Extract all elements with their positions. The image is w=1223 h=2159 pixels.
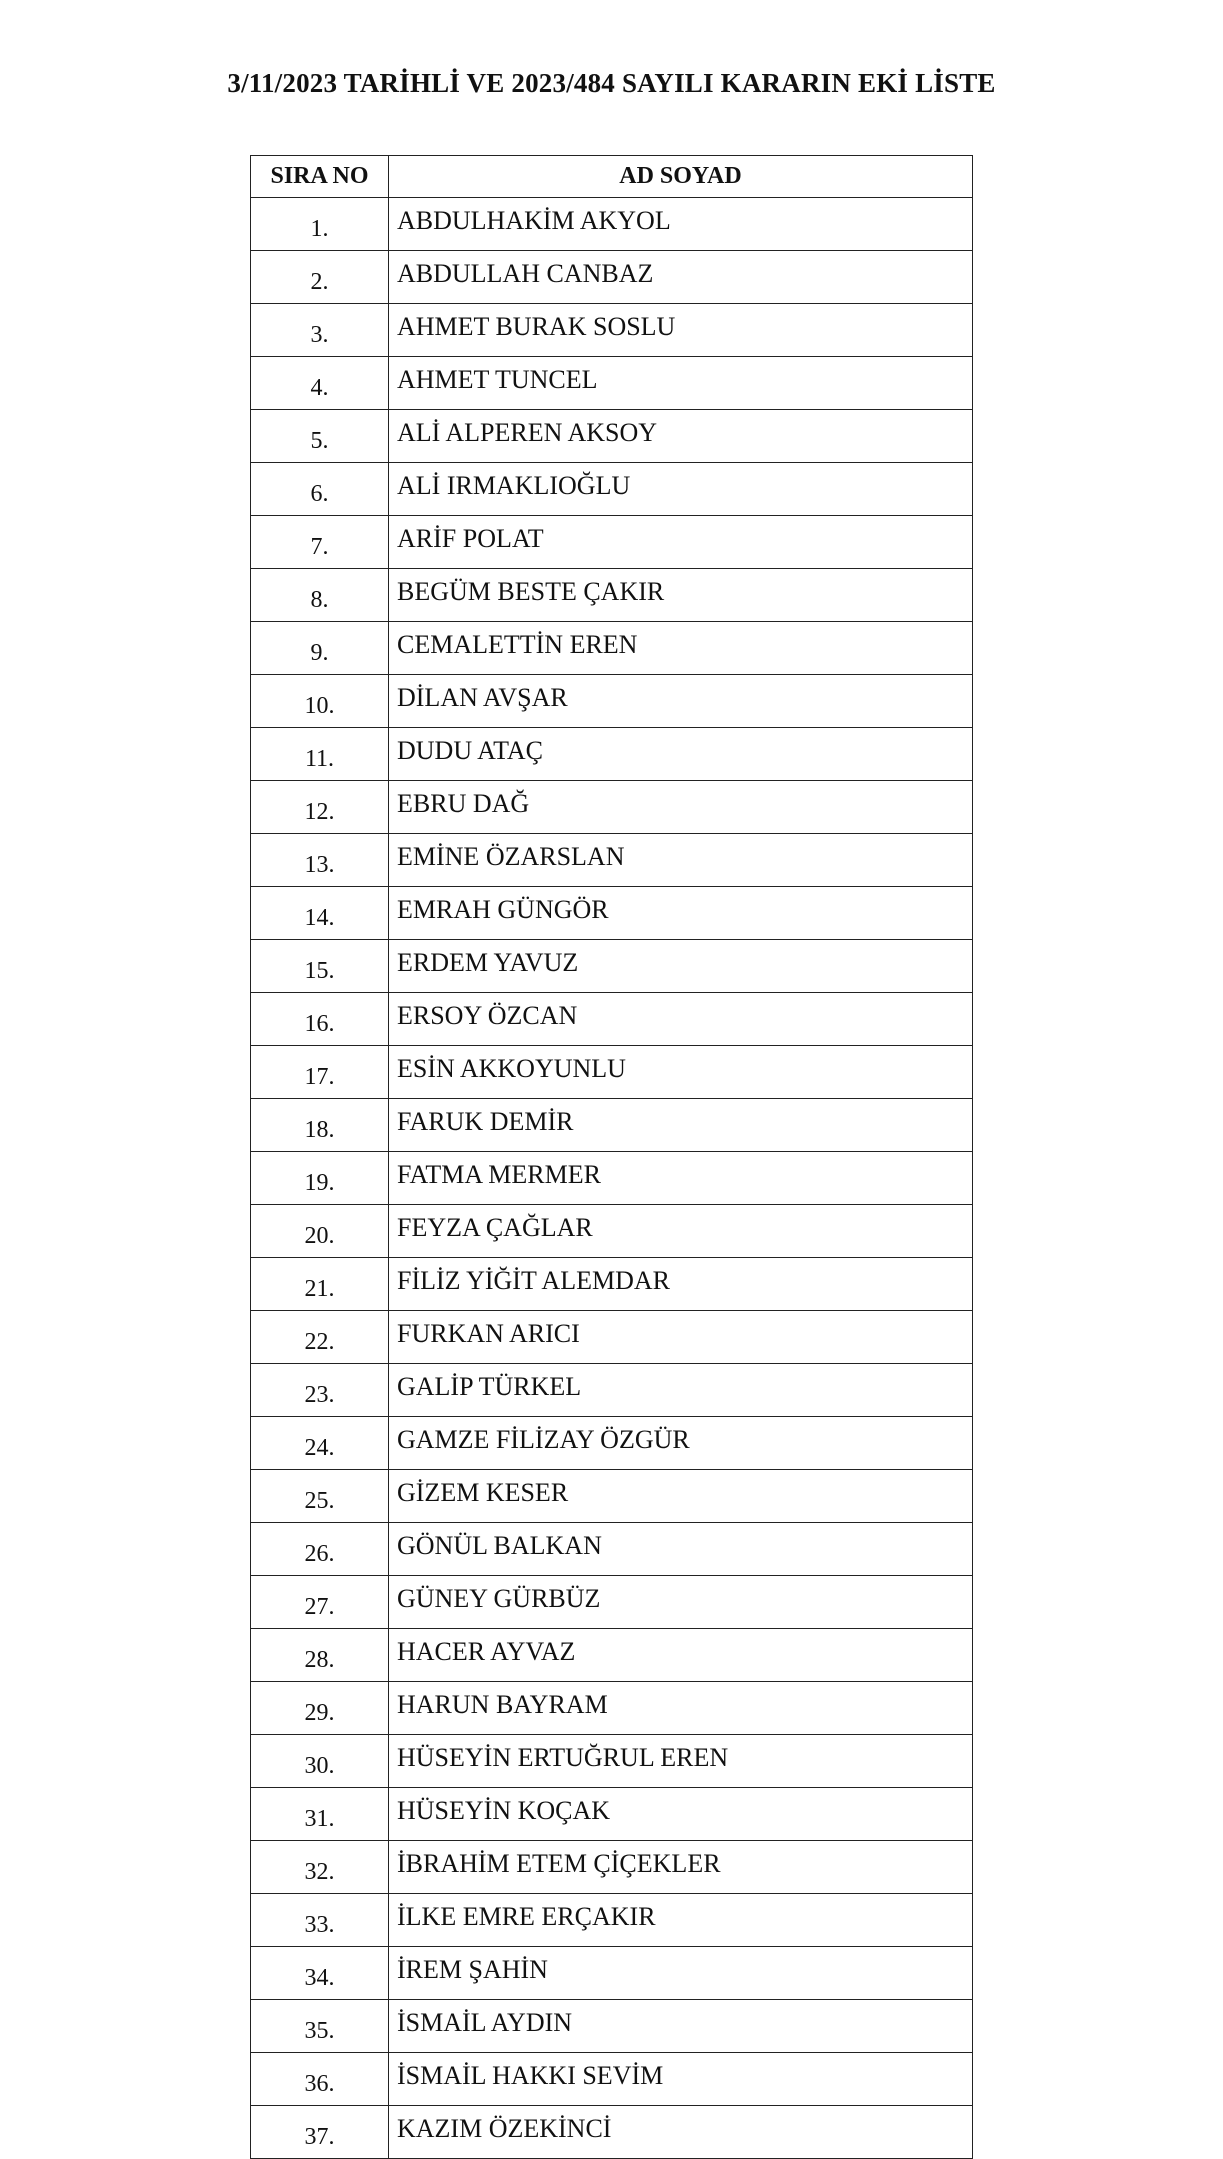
row-name: HARUN BAYRAM [389,1682,973,1735]
row-number: 25. [251,1470,389,1523]
header-sira-no: SIRA NO [251,156,389,198]
row-name: İSMAİL AYDIN [389,2000,973,2053]
row-name: FİLİZ YİĞİT ALEMDAR [389,1258,973,1311]
table-row [251,993,973,1046]
row-number: 33. [251,1894,389,1947]
row-number: 17. [251,1046,389,1099]
row-number: 37. [251,2106,389,2159]
row-number: 20. [251,1205,389,1258]
table-row [251,1523,973,1576]
table-row [251,569,973,622]
table-row [251,1470,973,1523]
row-name: İLKE EMRE ERÇAKIR [389,1894,973,1947]
table-row [251,1735,973,1788]
row-name: KAZIM ÖZEKİNCİ [389,2106,973,2159]
row-number: 29. [251,1682,389,1735]
row-name: ALİ IRMAKLIOĞLU [389,463,973,516]
table-row [251,357,973,410]
row-number: 21. [251,1258,389,1311]
row-number: 19. [251,1152,389,1205]
row-name: DİLAN AVŞAR [389,675,973,728]
table-row [251,1576,973,1629]
row-number: 30. [251,1735,389,1788]
row-number: 6. [251,463,389,516]
row-name: ABDULHAKİM AKYOL [389,198,973,251]
table-row [251,410,973,463]
row-number: 22. [251,1311,389,1364]
row-name: HÜSEYİN KOÇAK [389,1788,973,1841]
table-row [251,2053,973,2106]
document-title: 3/11/2023 TARİHLİ VE 2023/484 SAYILI KARARIN EKİ LİSTE [227,68,996,98]
row-name: AHMET BURAK SOSLU [389,304,973,357]
table-row [251,251,973,304]
row-number: 16. [251,993,389,1046]
row-name: FURKAN ARICI [389,1311,973,1364]
table-body [251,198,973,2159]
row-number: 36. [251,2053,389,2106]
row-number: 24. [251,1417,389,1470]
row-name: ERDEM YAVUZ [389,940,973,993]
row-number: 11. [251,728,389,781]
row-name: ESİN AKKOYUNLU [389,1046,973,1099]
row-name: EMRAH GÜNGÖR [389,887,973,940]
row-number: 28. [251,1629,389,1682]
header-ad-soyad: AD SOYAD [389,156,973,198]
row-number: 3. [251,304,389,357]
row-number: 1. [251,198,389,251]
table-row [251,304,973,357]
table-row [251,1417,973,1470]
table-row [251,1258,973,1311]
table-row [251,1205,973,1258]
row-name: AHMET TUNCEL [389,357,973,410]
table-row [251,2106,973,2159]
table-row [251,463,973,516]
table-row [251,1894,973,1947]
row-number: 31. [251,1788,389,1841]
row-name: ARİF POLAT [389,516,973,569]
row-name: ALİ ALPEREN AKSOY [389,410,973,463]
row-name: FATMA MERMER [389,1152,973,1205]
row-name: EBRU DAĞ [389,781,973,834]
row-number: 12. [251,781,389,834]
row-name: İSMAİL HAKKI SEVİM [389,2053,973,2106]
row-name: GAMZE FİLİZAY ÖZGÜR [389,1417,973,1470]
table-row [251,1788,973,1841]
table-row [251,1152,973,1205]
row-number: 8. [251,569,389,622]
row-name: HÜSEYİN ERTUĞRUL EREN [389,1735,973,1788]
row-number: 34. [251,1947,389,2000]
row-number: 14. [251,887,389,940]
row-number: 4. [251,357,389,410]
row-name: CEMALETTİN EREN [389,622,973,675]
table-row [251,834,973,887]
row-name: DUDU ATAÇ [389,728,973,781]
row-name: GÖNÜL BALKAN [389,1523,973,1576]
row-number: 26. [251,1523,389,1576]
row-number: 35. [251,2000,389,2053]
table-row [251,1629,973,1682]
table-row [251,887,973,940]
row-number: 10. [251,675,389,728]
table-row [251,728,973,781]
row-number: 13. [251,834,389,887]
table-row [251,1311,973,1364]
table-row [251,1099,973,1152]
table-row [251,622,973,675]
row-name: ABDULLAH CANBAZ [389,251,973,304]
row-name: BEGÜM BESTE ÇAKIR [389,569,973,622]
row-number: 15. [251,940,389,993]
row-number: 18. [251,1099,389,1152]
table-row [251,940,973,993]
table-row [251,198,973,251]
row-name: GALİP TÜRKEL [389,1364,973,1417]
row-name: HACER AYVAZ [389,1629,973,1682]
row-number: 9. [251,622,389,675]
row-number: 32. [251,1841,389,1894]
row-name: EMİNE ÖZARSLAN [389,834,973,887]
row-name: İREM ŞAHİN [389,1947,973,2000]
name-list-table [250,155,973,2159]
row-number: 27. [251,1576,389,1629]
row-name: İBRAHİM ETEM ÇİÇEKLER [389,1841,973,1894]
table-row [251,2000,973,2053]
table-row [251,1046,973,1099]
table-row [251,1364,973,1417]
table-row [251,1682,973,1735]
row-number: 2. [251,251,389,304]
row-number: 5. [251,410,389,463]
row-name: FEYZA ÇAĞLAR [389,1205,973,1258]
row-number: 23. [251,1364,389,1417]
row-name: GÜNEY GÜRBÜZ [389,1576,973,1629]
table-row [251,675,973,728]
table-row [251,1947,973,2000]
table-row [251,516,973,569]
row-name: FARUK DEMİR [389,1099,973,1152]
table-row [251,781,973,834]
table-header-row [251,156,973,198]
row-name: ERSOY ÖZCAN [389,993,973,1046]
row-number: 7. [251,516,389,569]
table-row [251,1841,973,1894]
row-name: GİZEM KESER [389,1470,973,1523]
